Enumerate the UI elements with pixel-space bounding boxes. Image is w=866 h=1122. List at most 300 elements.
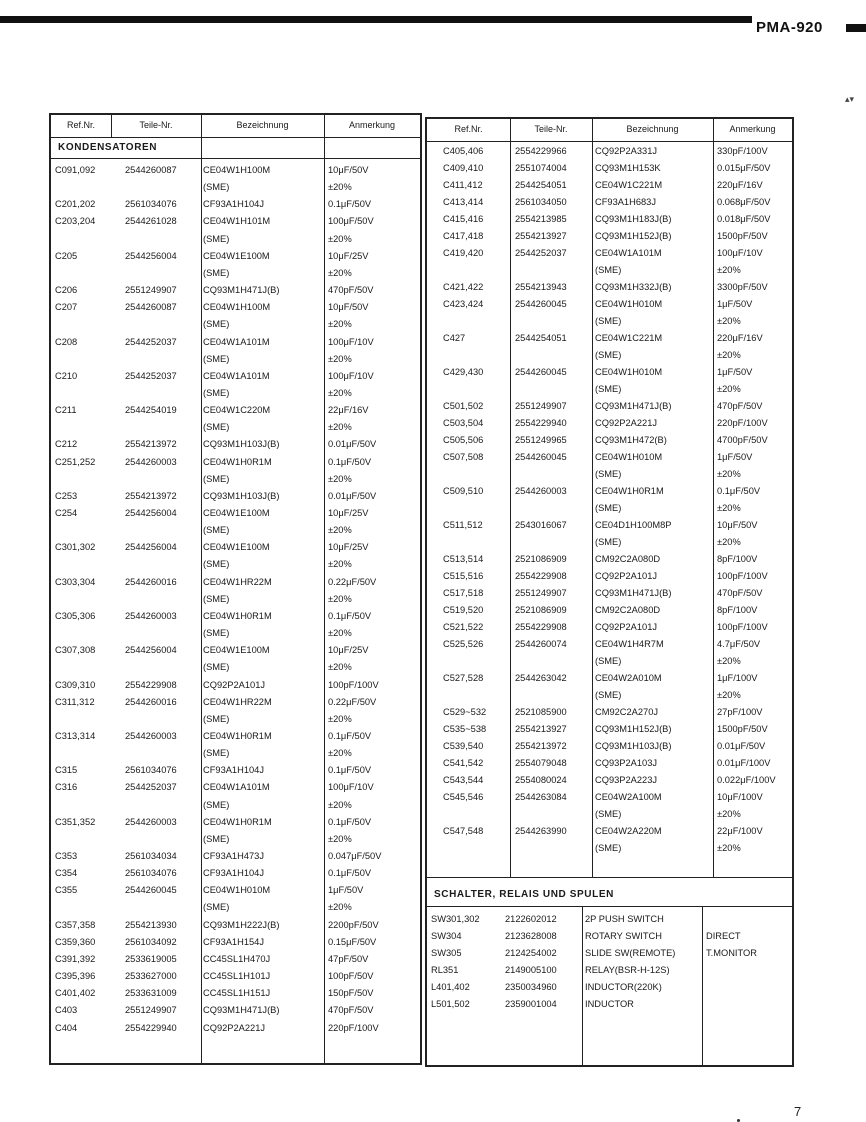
- cell-ref: C315: [55, 765, 78, 776]
- cell-part: 2554213972: [125, 439, 177, 450]
- cell-part: 2544263990: [515, 826, 567, 836]
- cell-desc: CQ93M1H471J(B): [595, 588, 672, 598]
- cell-note: 1μF/50V: [328, 885, 364, 896]
- cell-ref: C212: [55, 439, 78, 450]
- cell-ref: C535~538: [443, 724, 487, 734]
- table-row: [51, 748, 420, 760]
- table-row: [51, 508, 420, 520]
- col-ref-header: Ref.Nr.: [454, 124, 483, 134]
- cell-desc: CE04W2A100M: [595, 792, 662, 802]
- cell-desc: (SME): [203, 182, 230, 193]
- cell-desc: CE04W1H4R7M: [595, 639, 664, 649]
- table-row: [427, 435, 792, 447]
- cell-ref: C211: [55, 405, 77, 416]
- cell-part: 2561034076: [125, 765, 177, 776]
- cell-ref: C503,504: [443, 418, 484, 428]
- cell-note: 10μF/50V: [328, 165, 369, 175]
- cell-part: 2544256004: [125, 542, 177, 553]
- cell-ref: C421,422: [443, 282, 484, 292]
- cell-desc: (SME): [595, 316, 622, 326]
- cell-desc: CQ93M1H103J(B): [595, 741, 672, 751]
- cell-desc: (SME): [203, 593, 230, 604]
- cell-note: 1μF/50V: [717, 299, 753, 309]
- cell-note: 0.01μF/50V: [717, 741, 766, 751]
- cell-part: 2544252037: [125, 782, 177, 793]
- table-row: [51, 645, 420, 657]
- cell-desc: CE04W1C220M: [203, 405, 271, 416]
- cell-note: 220pF/100V: [328, 1022, 379, 1033]
- cell-note: 2200pF/50V: [328, 919, 379, 930]
- cell-part: 2350034960: [505, 982, 557, 992]
- cell-desc: CE04W1H0R1M: [203, 816, 272, 827]
- cell-desc: (SME): [203, 525, 230, 536]
- cell-ref: C521,522: [443, 622, 484, 632]
- cell-part: 2561034034: [125, 851, 177, 861]
- cell-desc: CE04W1C221M: [595, 333, 663, 343]
- cell-ref: C547,548: [443, 826, 484, 836]
- cell-note: 10μF/100V: [717, 792, 763, 802]
- section-capacitors: KONDENSATOREN: [58, 142, 158, 153]
- table-row: [51, 525, 420, 537]
- cell-ref: C405,406: [443, 146, 484, 156]
- cell-desc: (SME): [595, 469, 622, 479]
- cell-ref: C253: [55, 490, 78, 501]
- cell-note: 220pF/100V: [717, 418, 768, 428]
- cell-note: 470pF/50V: [328, 285, 374, 296]
- cell-desc: CE04W1H0R1M: [203, 456, 272, 467]
- cell-part: 2554079048: [515, 758, 567, 768]
- cell-note: 100pF/100V: [717, 622, 768, 632]
- cell-note: 0.1μF/50V: [328, 765, 372, 776]
- table-row: [51, 988, 420, 1000]
- table-row: [51, 422, 420, 434]
- cell-note: ±20%: [328, 593, 352, 604]
- cell-ref: C311,312: [55, 696, 95, 707]
- cell-part: 2554213943: [515, 282, 567, 292]
- cell-note: ±20%: [328, 353, 352, 364]
- cell-part: 2554213985: [515, 214, 567, 224]
- cell-ref: C429,430: [443, 367, 484, 377]
- table-row: [427, 707, 792, 719]
- cell-part: 2544260003: [125, 456, 177, 467]
- table-row: [427, 367, 792, 379]
- cell-desc: CE04W1H010M: [595, 452, 663, 462]
- cell-desc: (SME): [203, 628, 230, 639]
- cell-ref: C316: [55, 782, 78, 793]
- col-desc-header: Bezeichnung: [626, 124, 679, 134]
- col-part-header: Teile-Nr.: [139, 120, 173, 130]
- cell-desc: (SME): [203, 319, 230, 330]
- cell-desc: CQ93P2A223J: [595, 775, 658, 785]
- cell-part: 2521086909: [515, 605, 567, 615]
- cell-note: 470pF/50V: [717, 588, 763, 598]
- cell-ref: C411,412: [443, 180, 483, 190]
- cell-ref: C401,402: [55, 988, 96, 999]
- cell-part: 2544252037: [125, 336, 177, 347]
- cell-note: ±20%: [717, 469, 741, 479]
- page-number: 7: [794, 1104, 802, 1119]
- table-header: [427, 119, 792, 142]
- cell-note: 470pF/50V: [328, 1005, 374, 1016]
- table-row: [427, 469, 792, 481]
- table-row: [427, 605, 792, 617]
- cell-note: 100μF/10V: [328, 370, 374, 381]
- cell-part: 2544260045: [515, 299, 567, 309]
- cell-desc: (SME): [595, 350, 622, 360]
- cell-desc: (SME): [595, 843, 622, 853]
- cell-note: 0.22μF/50V: [328, 576, 377, 587]
- cell-desc: CQ93M1H471J(B): [203, 285, 280, 296]
- table-row: [427, 809, 792, 821]
- cell-desc: (SME): [203, 713, 230, 724]
- cell-ref: C527,528: [443, 673, 484, 683]
- cell-note: 100μF/10V: [717, 248, 763, 258]
- cell-ref: C419,420: [443, 248, 484, 258]
- cell-desc: (SME): [595, 690, 622, 700]
- cell-note: 0.01μF/50V: [328, 490, 377, 501]
- cell-note: 1μF/100V: [717, 673, 758, 683]
- cell-ref: C206: [55, 285, 78, 296]
- divider: [51, 158, 420, 159]
- cell-part: 2544256004: [125, 508, 177, 518]
- table-row: [51, 405, 420, 417]
- cell-ref: RL351: [431, 965, 459, 975]
- cell-note: 10μF/25V: [328, 508, 369, 518]
- cell-ref: C303,304: [55, 576, 96, 587]
- cell-desc: CQ92P2A221J: [595, 418, 658, 428]
- cell-part: 2561034076: [125, 868, 177, 879]
- table-row: [51, 594, 420, 606]
- cell-desc: CM92C2A080D: [595, 605, 661, 615]
- table-row: [51, 680, 420, 692]
- cell-ref: C427: [443, 333, 466, 343]
- cell-ref: C355: [55, 885, 78, 896]
- cell-ref: C404: [55, 1022, 78, 1033]
- cell-note: 100μF/10V: [328, 782, 374, 793]
- cell-desc: INDUCTOR: [585, 999, 634, 1009]
- cell-desc: CC45SL1H470J: [203, 953, 271, 964]
- cell-desc: CE04W1H101M: [203, 216, 271, 227]
- cell-note: 0.1μF/50V: [328, 199, 372, 210]
- cell-part: 2561034076: [125, 199, 177, 210]
- cell-desc: CQ93M1H332J(B): [595, 282, 672, 292]
- cell-ref: C351,352: [55, 816, 96, 827]
- cell-part: 2544254051: [515, 333, 567, 343]
- cell-part: 2533631009: [125, 988, 177, 999]
- cell-desc: (SME): [203, 833, 230, 844]
- table-row: [427, 163, 792, 175]
- print-mark: ▴▾: [845, 94, 855, 104]
- cell-ref: C529~532: [443, 707, 487, 717]
- cell-note: 0.1μF/50V: [328, 456, 372, 467]
- cell-note: T.MONITOR: [706, 948, 757, 958]
- table-row: [427, 588, 792, 600]
- table-row: [51, 800, 420, 812]
- cell-note: ±20%: [328, 662, 352, 673]
- table-row: [51, 182, 420, 194]
- cell-desc: CE04D1H100M8P: [595, 520, 672, 530]
- cell-ref: C519,520: [443, 605, 484, 615]
- cell-ref: C515,516: [443, 571, 484, 581]
- cell-note: 47pF/50V: [328, 953, 369, 964]
- table-row: [51, 920, 420, 932]
- cell-note: 4.7μF/50V: [717, 639, 761, 649]
- cell-note: 0.1μF/50V: [328, 730, 372, 741]
- cell-note: ±20%: [328, 799, 352, 810]
- cell-note: 0.022μF/100V: [717, 775, 776, 785]
- cell-ref: C391,392: [55, 953, 96, 964]
- cell-ref: C501,502: [443, 401, 484, 411]
- table-row: [51, 971, 420, 983]
- cell-note: 100pF/50V: [328, 971, 374, 982]
- table-row: [427, 724, 792, 736]
- cell-note: 0.15μF/50V: [328, 936, 377, 947]
- cell-note: 0.01μF/50V: [328, 439, 377, 450]
- table-row: [51, 165, 420, 177]
- cell-ref: C517,518: [443, 588, 484, 598]
- cell-ref: C201,202: [55, 199, 96, 210]
- cell-part: 2544254051: [515, 180, 567, 190]
- table-row: [427, 758, 792, 770]
- cell-desc: CE04W1E100M: [203, 645, 270, 656]
- table-row: [51, 662, 420, 674]
- cell-note: 10μF/25V: [328, 250, 369, 261]
- cell-ref: C305,306: [55, 610, 96, 621]
- section-switches: SCHALTER, RELAIS UND SPULEN: [434, 889, 614, 900]
- cell-ref: C091,092: [55, 165, 96, 175]
- table-row: [427, 520, 792, 532]
- model-title: PMA-920: [756, 19, 823, 36]
- table-row: [51, 714, 420, 726]
- cell-ref: C357,358: [55, 919, 96, 930]
- cell-part: 2544260087: [125, 302, 177, 313]
- cell-desc: CQ93P2A103J: [595, 758, 658, 768]
- cell-desc: CQ93M1H471J(B): [203, 1005, 280, 1016]
- cell-ref: C203,204: [55, 216, 96, 227]
- table-row: [427, 673, 792, 685]
- cell-ref: C403: [55, 1005, 78, 1016]
- table-row: [51, 731, 420, 743]
- divider: [111, 115, 112, 137]
- header-bar-end: [846, 24, 866, 32]
- cell-note: ±20%: [328, 559, 352, 570]
- cell-note: 0.1μF/50V: [328, 610, 372, 621]
- cell-note: ±20%: [717, 503, 741, 513]
- table-row: [427, 965, 792, 977]
- cell-note: ±20%: [717, 384, 741, 394]
- table-row: [427, 350, 792, 362]
- cell-part: 2554213927: [515, 724, 567, 734]
- table-row: [427, 571, 792, 583]
- cell-note: 0.1μF/50V: [328, 816, 372, 827]
- cell-desc: (SME): [203, 902, 230, 913]
- cell-note: 330pF/100V: [717, 146, 768, 156]
- cell-part: 2544260045: [515, 452, 567, 462]
- table-row: [427, 999, 792, 1011]
- table-row: [427, 146, 792, 158]
- cell-desc: (SME): [595, 656, 622, 666]
- cell-desc: CM92C2A080D: [595, 554, 661, 564]
- cell-desc: CE04W1HR22M: [203, 696, 272, 707]
- cell-note: ±20%: [717, 690, 741, 700]
- table-row: [51, 611, 420, 623]
- cell-part: 2551249907: [125, 1005, 177, 1016]
- cell-note: ±20%: [717, 656, 741, 666]
- cell-desc: (SME): [595, 537, 622, 547]
- table-row: [51, 234, 420, 246]
- cell-ref: C543,544: [443, 775, 484, 785]
- table-row: [427, 503, 792, 515]
- cell-desc: CE04W1A101M: [203, 370, 270, 381]
- cell-part: 2554229908: [515, 571, 567, 581]
- cell-desc: CE04W1H0R1M: [203, 610, 272, 621]
- cell-note: ±20%: [328, 319, 352, 330]
- cell-note: 220μF/16V: [717, 180, 763, 190]
- table-row: [427, 333, 792, 345]
- table-row: [51, 319, 420, 331]
- cell-part: 2544252037: [515, 248, 567, 258]
- cell-part: 2544260045: [515, 367, 567, 377]
- table-row: [51, 559, 420, 571]
- cell-ref: C511,512: [443, 520, 483, 530]
- cell-ref: C205: [55, 250, 78, 261]
- cell-note: 10μF/50V: [328, 302, 369, 313]
- header-bar: [0, 16, 752, 23]
- cell-ref: C507,508: [443, 452, 484, 462]
- table-row: [427, 948, 792, 960]
- table-row: [427, 982, 792, 994]
- table-row: [51, 851, 420, 863]
- cell-note: 0.22μF/50V: [328, 696, 377, 707]
- cell-desc: (SME): [203, 748, 230, 759]
- cell-part: 2544260003: [125, 730, 177, 741]
- cell-desc: CF93A1H683J: [595, 197, 656, 207]
- cell-desc: CE04W1H0R1M: [203, 730, 272, 741]
- table-row: [427, 231, 792, 243]
- table-row: [427, 418, 792, 430]
- cell-desc: CQ92P2A101J: [595, 571, 658, 581]
- cell-ref: C539,540: [443, 741, 484, 751]
- table-row: [427, 248, 792, 260]
- cell-desc: (SME): [595, 265, 622, 275]
- cell-note: 8pF/100V: [717, 605, 758, 615]
- table-row: [427, 401, 792, 413]
- table-row: [427, 197, 792, 209]
- table-row: [51, 371, 420, 383]
- cell-part: 2551249907: [125, 285, 177, 296]
- cell-note: ±20%: [328, 628, 352, 639]
- cell-note: 470pF/50V: [717, 401, 763, 411]
- cell-desc: (SME): [595, 384, 622, 394]
- cell-desc: (SME): [595, 503, 622, 513]
- cell-part: 2554229908: [125, 679, 177, 690]
- cell-note: 27pF/100V: [717, 707, 763, 717]
- cell-desc: CE04W1A101M: [203, 782, 270, 793]
- cell-note: 1500pF/50V: [717, 231, 768, 241]
- cell-desc: CE04W1H010M: [203, 885, 271, 896]
- cell-ref: SW305: [431, 948, 462, 958]
- cell-desc: ROTARY SWITCH: [585, 931, 662, 941]
- table-row: [427, 554, 792, 566]
- cell-note: ±20%: [328, 748, 352, 759]
- cell-note: 1500pF/50V: [717, 724, 768, 734]
- cell-note: DIRECT: [706, 931, 741, 941]
- table-row: [51, 388, 420, 400]
- cell-note: ±20%: [328, 267, 352, 278]
- cell-note: 0.1μF/50V: [717, 486, 761, 496]
- cell-ref: C415,416: [443, 214, 484, 224]
- cell-desc: CQ92P2A101J: [203, 679, 266, 690]
- table-row: [51, 354, 420, 366]
- left-parts-table: [49, 113, 422, 1065]
- cell-desc: CE04W1E100M: [203, 542, 270, 553]
- cell-part: 2359001004: [505, 999, 557, 1009]
- table-row: [51, 302, 420, 314]
- cell-note: ±20%: [717, 809, 741, 819]
- cell-ref: C313,314: [55, 730, 96, 741]
- table-row: [427, 792, 792, 804]
- table-row: [427, 299, 792, 311]
- cell-part: 2544260003: [125, 816, 177, 827]
- cell-ref: SW301,302: [431, 914, 480, 924]
- table-row: [427, 214, 792, 226]
- col-part-header: Teile-Nr.: [534, 124, 568, 134]
- cell-desc: CE04W1A101M: [203, 336, 270, 347]
- cell-desc: CQ93M1H152J(B): [595, 724, 672, 734]
- cell-desc: CQ93M1H471J(B): [595, 401, 672, 411]
- cell-ref: C505,506: [443, 435, 484, 445]
- col-note-header: Anmerkung: [348, 120, 396, 130]
- divider: [427, 906, 792, 907]
- cell-part: 2544260045: [125, 885, 177, 896]
- cell-ref: C353: [55, 851, 78, 861]
- cell-part: 2149005100: [505, 965, 557, 975]
- cell-note: 100μF/10V: [328, 336, 374, 347]
- right-parts-table: [425, 117, 794, 1067]
- cell-note: 22μF/16V: [328, 405, 369, 416]
- cell-ref: C208: [55, 336, 78, 347]
- cell-ref: C307,308: [55, 645, 96, 656]
- table-row: [51, 216, 420, 228]
- table-row: [427, 537, 792, 549]
- cell-part: 2544256004: [125, 250, 177, 261]
- cell-desc: CE04W1C221M: [595, 180, 663, 190]
- col-desc-header: Bezeichnung: [236, 120, 289, 130]
- table-row: [427, 486, 792, 498]
- table-row: [427, 316, 792, 328]
- cell-part: 2551074004: [515, 163, 567, 173]
- cell-ref: C509,510: [443, 486, 484, 496]
- cell-desc: INDUCTOR(220K): [585, 982, 662, 992]
- table-row: [427, 741, 792, 753]
- cell-ref: C513,514: [443, 554, 484, 564]
- cell-desc: SLIDE SW(REMOTE): [585, 948, 676, 958]
- col-ref-header: Ref.Nr.: [66, 120, 95, 130]
- table-row: [427, 452, 792, 464]
- cell-note: ±20%: [328, 473, 352, 484]
- cell-desc: (SME): [203, 353, 230, 364]
- table-row: [51, 954, 420, 966]
- table-row: [51, 885, 420, 897]
- cell-note: 220μF/16V: [717, 333, 763, 343]
- cell-note: 4700pF/50V: [717, 435, 768, 445]
- table-row: [51, 268, 420, 280]
- table-row: [51, 1005, 420, 1017]
- cell-note: ±20%: [328, 387, 352, 398]
- cell-ref: L401,402: [431, 982, 470, 992]
- cell-desc: CF93A1H473J: [203, 851, 264, 861]
- cell-desc: CQ92P2A221J: [203, 1022, 266, 1033]
